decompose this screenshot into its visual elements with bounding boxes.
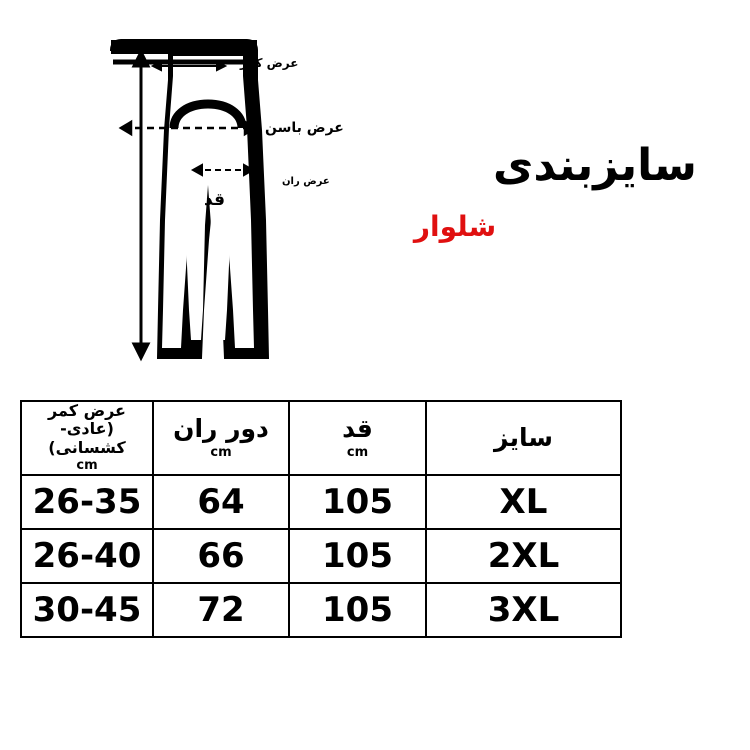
cell-length: 105: [289, 583, 426, 637]
table-row: [21, 475, 621, 529]
cell-length: 105: [289, 529, 426, 583]
length-dimension-arrow: [134, 52, 148, 358]
cell-thigh: 66: [153, 529, 289, 583]
page-title: سایزبندی: [493, 140, 697, 191]
size-table-body: [21, 475, 621, 637]
table-row: [21, 529, 621, 583]
pants-diagram-svg: [75, 10, 385, 390]
cell-size: XL: [426, 475, 621, 529]
size-table: [20, 400, 622, 638]
cell-thigh: 64: [153, 475, 289, 529]
label-waist: عرض کمر: [240, 56, 299, 70]
size-table-container: [22, 400, 622, 638]
label-thigh: عرض ران: [282, 176, 330, 187]
page-subtitle: شلوار: [413, 210, 497, 243]
table-row: [21, 583, 621, 637]
cell-waist: 30-45: [21, 583, 153, 637]
cell-thigh: 72: [153, 583, 289, 637]
header-length: قد cm: [289, 401, 426, 475]
size-table-head: [21, 401, 621, 475]
header-size: سایز: [426, 401, 621, 475]
pants-diagram: [75, 10, 385, 390]
label-hip: عرض باسن: [265, 120, 344, 136]
table-header-row: [21, 401, 621, 475]
header-waist: عرض کمر (عادی-کشسانی) cm: [21, 401, 153, 475]
cell-waist: 26-40: [21, 529, 153, 583]
cell-waist: 26-35: [21, 475, 153, 529]
cell-size: 3XL: [426, 583, 621, 637]
cell-size: 2XL: [426, 529, 621, 583]
label-length: قد: [204, 190, 225, 210]
cell-length: 105: [289, 475, 426, 529]
header-thigh: دور ران cm: [153, 401, 289, 475]
